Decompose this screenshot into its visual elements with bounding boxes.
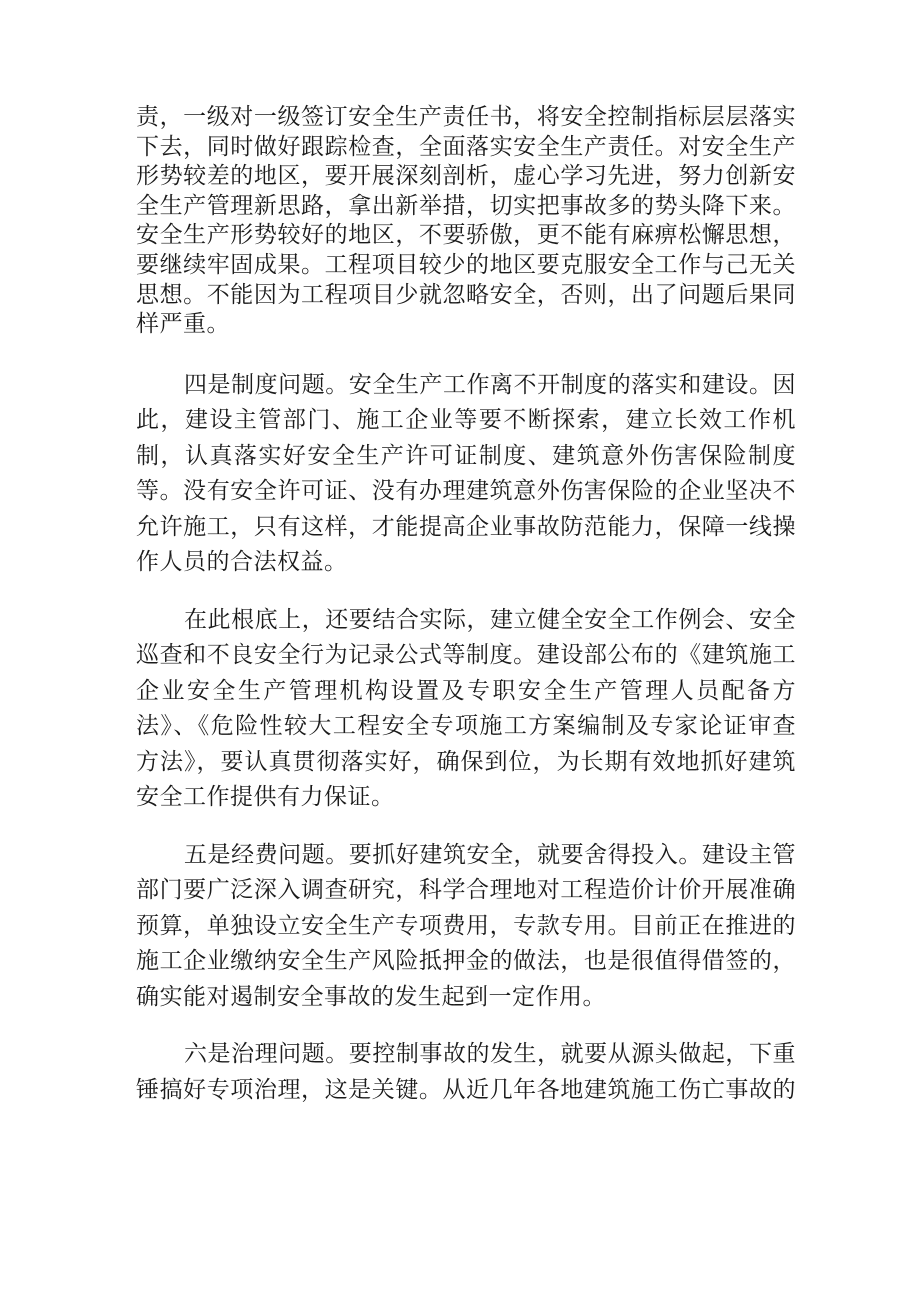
text-line: 安全工作提供有力保证。 (136, 784, 395, 811)
document-page (136, 103, 796, 1108)
text-line: 要继续牢固成果。工程项目较少的地区要克服安全工作与己无关 (136, 251, 796, 278)
text-line: 等。没有安全许可证、没有办理建筑意外伤害保险的企业坚决不 (136, 478, 796, 505)
text-line: 全生产管理新思路，拿出新举措，切实把事故多的势头降下来。 (136, 192, 796, 219)
text-line: 样严重。 (136, 311, 230, 338)
paragraph-system-issue (136, 368, 796, 581)
text-line: 巡查和不良安全行为记录公式等制度。建设部公布的《建筑施工 (136, 642, 796, 669)
text-line: 锤搞好专项治理，这是关键。从近几年各地建筑施工伤亡事故的 (136, 1076, 796, 1103)
text-line: 形势较差的地区，要开展深刻剖析，虚心学习先进，努力创新安 (136, 163, 796, 190)
text-line: 思想。不能因为工程项目少就忽略安全，否则，出了问题后果同 (136, 281, 796, 308)
text-line: 六是治理问题。要控制事故的发生，就要从源头做起，下重 (184, 1041, 796, 1068)
paragraph-responsibility (136, 103, 796, 340)
text-line: 企业安全生产管理机构设置及专职安全生产管理人员配备方 (136, 677, 796, 704)
text-line: 允许施工，只有这样，才能提高企业事故防范能力，保障一线操 (136, 513, 796, 540)
text-line: 方法》，要认真贯彻落实好，确保到位，为长期有效地抓好建筑 (136, 748, 796, 775)
text-line: 部门要广泛深入调查研究，科学合理地对工程造价计价开展准确 (136, 877, 796, 904)
text-line: 此，建设主管部门、施工企业等要不断探索，建立长效工作机 (136, 407, 796, 434)
paragraph-funding-issue (136, 838, 796, 1016)
text-line: 确实能对遏制安全事故的发生起到一定作用。 (136, 983, 606, 1010)
text-line: 下去，同时做好跟踪检查，全面落实安全生产责任。对安全生产 (136, 133, 796, 160)
text-line: 作人员的合法权益。 (136, 549, 348, 576)
text-line: 责，一级对一级签订安全生产责任书，将安全控制指标层层落实 (136, 104, 796, 130)
text-line: 法》、《危险性较大工程安全专项施工方案编制及专家论证审查 (136, 713, 796, 740)
paragraph-system-details (136, 603, 796, 816)
paragraph-governance-issue (136, 1037, 796, 1108)
text-line: 五是经费问题。要抓好建筑安全，就要舍得投入。建设主管 (184, 841, 796, 868)
text-line: 四是制度问题。安全生产工作离不开制度的落实和建设。因 (184, 371, 796, 398)
text-line: 在此根底上，还要结合实际，建立健全安全工作例会、安全 (184, 606, 796, 633)
text-line: 施工企业缴纳安全生产风险抵押金的做法，也是很值得借签的， (136, 948, 796, 975)
text-line: 制，认真落实好安全生产许可证制度、建筑意外伤害保险制度 (136, 442, 796, 469)
text-line: 预算，单独设立安全生产专项费用，专款专用。目前正在推进的 (136, 912, 796, 939)
text-line: 安全生产形势较好的地区，不要骄傲，更不能有麻痹松懈思想， (136, 222, 796, 249)
